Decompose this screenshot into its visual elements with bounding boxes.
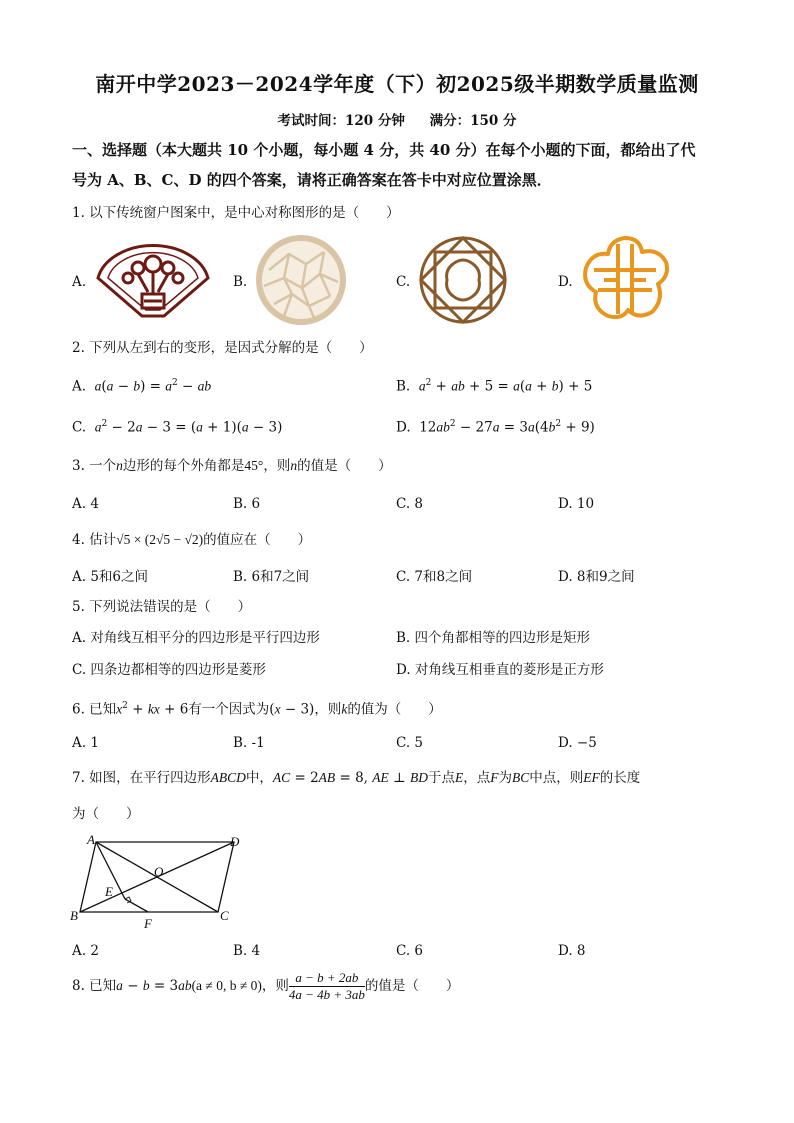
page-title: 南开中学2023－2024学年度（下）初2025级半期数学质量监测 bbox=[95, 72, 699, 96]
q7-figure bbox=[70, 830, 250, 938]
question-7: 7. 如图，在平行四边形ABCD中，AC = 2AB = 8, AE ⊥ BD于点E，点F为BC中点，则EF的长度 bbox=[72, 770, 641, 786]
question-5: 5. 下列说法错误的是（ ） bbox=[72, 599, 252, 615]
q6-option-c: C. 5 bbox=[396, 735, 424, 751]
q3-option-c: C. 8 bbox=[396, 496, 424, 512]
q7-option-a: A. 2 bbox=[72, 943, 99, 959]
q5-option-a: A. 对角线互相平分的四边形是平行四边形 bbox=[72, 630, 320, 646]
point-o-label: O bbox=[154, 864, 164, 879]
q1-option-a-label: A. bbox=[72, 274, 87, 290]
q4-option-b: B. 6和7之间 bbox=[233, 569, 310, 585]
q1-option-c-label: C. bbox=[396, 274, 411, 290]
round-lattice-window-icon bbox=[254, 234, 348, 326]
exam-time: 考试时间：120 分钟 bbox=[277, 113, 405, 129]
fan-window-icon bbox=[94, 238, 212, 320]
q6-option-a: A. 1 bbox=[72, 735, 99, 751]
segment-ef bbox=[125, 899, 148, 912]
q7-option-b: B. 4 bbox=[233, 943, 261, 959]
q1-option-a-pattern bbox=[94, 238, 212, 324]
q2-option-a: A. $a(a - b) = a^2$ − ab bbox=[72, 378, 212, 395]
q7-option-d: D. 8 bbox=[558, 943, 586, 959]
parallelogram-diagram bbox=[70, 830, 250, 934]
point-c-label: C bbox=[220, 908, 229, 923]
q3-option-b: B. 6 bbox=[233, 496, 261, 512]
point-f-label: F bbox=[144, 916, 152, 931]
q1-option-d-pattern bbox=[578, 234, 672, 328]
question-7-line2: 为（ ） bbox=[72, 806, 140, 822]
point-b-label: B bbox=[70, 908, 78, 923]
q2-option-d: D. $12ab^2 - 27a = 3a(4b^2 + 9)$ bbox=[396, 419, 595, 436]
q1-option-d-label: D. bbox=[558, 274, 573, 290]
question-2: 2. 下列从左到右的变形，是因式分解的是（ ） bbox=[72, 340, 373, 356]
question-8: 8. 已知a − b = 3ab(a ≠ 0, b ≠ 0)，则 $\frac{a - b + 2ab}{4a - 4b + 3ab}$ 的值是（ ） bbox=[72, 970, 460, 1002]
q2-option-c: C. $a^2 - 2a - 3 = (a + 1)(a - 3)$ bbox=[72, 419, 283, 436]
q3-option-a: A. 4 bbox=[72, 496, 99, 512]
exam-info bbox=[0, 109, 794, 129]
question-3: 3. 一个n边形的每个外角都是45°，则n的值是（ ） bbox=[72, 458, 392, 474]
q1-option-b-pattern bbox=[254, 234, 348, 330]
exam-score: 满分：150 分 bbox=[429, 113, 517, 129]
q3-option-d: D. 10 bbox=[558, 496, 595, 512]
question-6: 6. 已知$x^2$ + kx + 6有一个因式为(x − 3)，则k的值为（ ） bbox=[72, 701, 442, 718]
q5-option-b: B. 四个角都相等的四边形是矩形 bbox=[396, 630, 591, 646]
point-e-label: E bbox=[105, 884, 113, 899]
point-d-label: D bbox=[230, 834, 240, 849]
q5-option-c: C. 四条边都相等的四边形是菱形 bbox=[72, 662, 266, 678]
q6-option-b: B. -1 bbox=[233, 735, 265, 751]
q2-option-b: B. $a^2$ + ab + 5 = a(a + b) + 5 bbox=[396, 378, 593, 395]
question-4: 4. 估计√5 × (2√5 − √2)的值应在（ ） bbox=[72, 532, 312, 548]
q1-option-b-label: B. bbox=[233, 274, 248, 290]
q6-option-d: D. −5 bbox=[558, 735, 597, 751]
section-heading-line2: 号为 A、B、C、D 的四个答案，请将正确答案在答卡中对应位置涂黑． bbox=[72, 171, 552, 189]
plum-blossom-window-icon bbox=[578, 234, 672, 324]
geometric-window-icon bbox=[416, 234, 510, 326]
q7-option-c: C. 6 bbox=[396, 943, 424, 959]
q4-option-c: C. 7和8之间 bbox=[396, 569, 473, 585]
question-1: 1. 以下传统窗户图案中，是中心对称图形的是（ ） bbox=[72, 205, 400, 221]
q4-option-a: A. 5和6之间 bbox=[72, 569, 149, 585]
q5-option-d: D. 对角线互相垂直的菱形是正方形 bbox=[396, 662, 604, 678]
q8-fraction: $\frac{a - b + 2ab}{4a - 4b + 3ab}$ bbox=[288, 970, 365, 1002]
q4-option-d: D. 8和9之间 bbox=[558, 569, 635, 585]
point-a-label: A bbox=[87, 832, 95, 847]
section-heading-line1: 一、选择题（本大题共 10 个小题，每小题 4 分，共 40 分）在每个小题的下面，都给出了代 bbox=[72, 141, 696, 159]
q1-option-c-pattern bbox=[416, 234, 510, 330]
